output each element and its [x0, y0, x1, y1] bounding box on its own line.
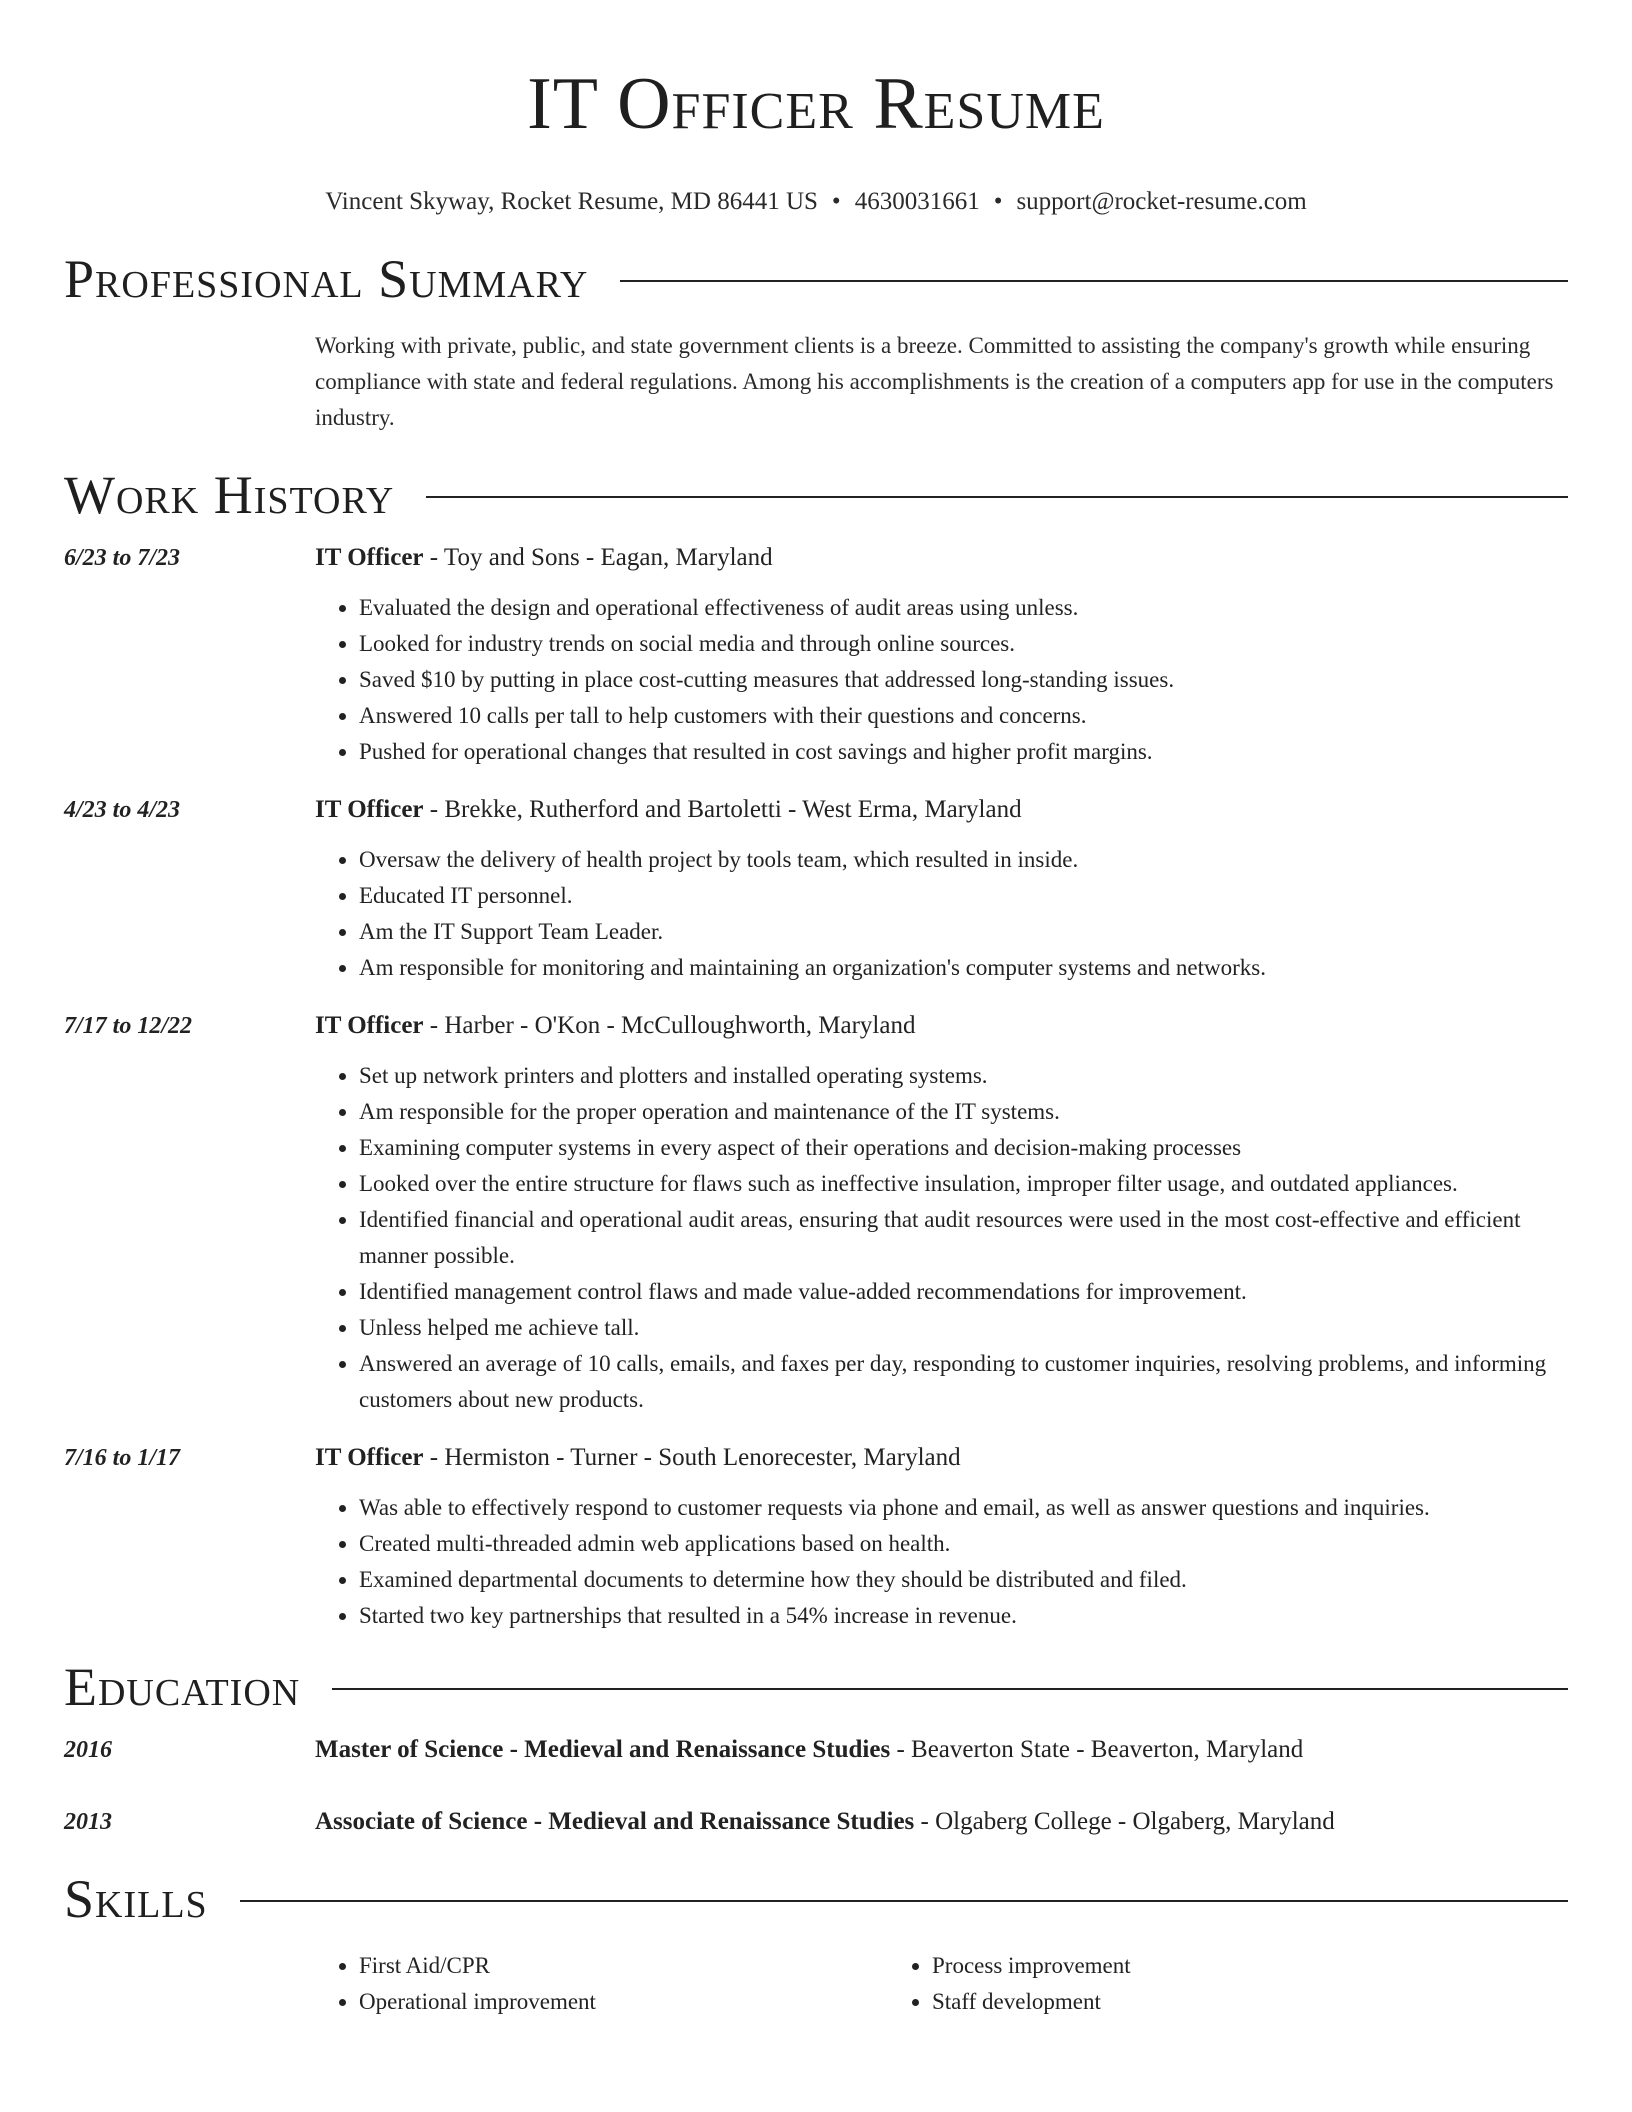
education-year: 2016: [64, 1737, 112, 1763]
job-bullets: [315, 842, 1568, 986]
job-bullet: • Set up network printers and plotters and installed operating systems.: [359, 1058, 1568, 1094]
contact-address: Vincent Skyway, Rocket Resume, MD 86441 US: [325, 188, 818, 215]
job-date: 6/23 to 7/23: [64, 545, 181, 571]
job-bullets: [315, 1058, 1568, 1418]
job-bullet: • Created multi-threaded admin web applications based on health.: [359, 1526, 1568, 1562]
job-bullet: • Am the IT Support Team Leader.: [359, 914, 1568, 950]
job-bullet: • Examining computer systems in every aspect of their operations and decision-making processes: [359, 1130, 1568, 1166]
job-heading: [315, 540, 1568, 576]
job-entry: [64, 540, 1568, 770]
job-bullet: • Saved $10 by putting in place cost-cutting measures that addressed long-standing issues.: [359, 662, 1568, 698]
job-title: IT Officer: [315, 544, 424, 571]
job-bullet: • Identified financial and operational audit areas, ensuring that audit resources were used in the most cost-effective and efficient manner possible.: [359, 1202, 1568, 1274]
job-body: [315, 540, 1568, 770]
education-list: [64, 1732, 1568, 1840]
education-school: - Olgaberg College - Olgaberg, Maryland: [914, 1808, 1335, 1835]
job-heading: [315, 1008, 1568, 1044]
education-entry: [64, 1804, 1568, 1840]
job-bullet: • Pushed for operational changes that resulted in cost savings and higher profit margins.: [359, 734, 1568, 770]
contact-email: support@rocket-resume.com: [1016, 188, 1307, 215]
education-heading: [315, 1804, 1335, 1840]
job-bullet: • Am responsible for monitoring and maintaining an organization's computer systems and networks.: [359, 950, 1568, 986]
section-header-summary: [64, 248, 1568, 310]
skill-item: • Staff development: [932, 1984, 1461, 2020]
job-bullets: [315, 1490, 1568, 1634]
job-title: IT Officer: [315, 1444, 424, 1471]
job-bullets: [315, 590, 1568, 770]
job-bullet: • Unless helped me achieve tall.: [359, 1310, 1568, 1346]
skill-item: • Operational improvement: [359, 1984, 888, 2020]
job-date: 7/16 to 1/17: [64, 1445, 181, 1471]
section-divider: [426, 496, 1568, 498]
job-body: [315, 1440, 1568, 1634]
summary-text: Working with private, public, and state government clients is a breeze. Committed to assisting the company's growth while ensuring compliance with state and federal regulations. Among his accomplishments is the creation of a computers app for use in the computers industry.: [315, 333, 1554, 430]
resume-page: [64, 0, 1568, 2020]
job-body: [315, 1008, 1568, 1418]
section-header-education: [64, 1656, 1568, 1718]
job-bullet: • Oversaw the delivery of health project by tools team, which resulted in inside.: [359, 842, 1568, 878]
education-year: 2013: [64, 1809, 112, 1835]
job-bullet: • Examined departmental documents to determine how they should be distributed and filed.: [359, 1562, 1568, 1598]
job-title: IT Officer: [315, 796, 424, 823]
job-bullet: • Answered 10 calls per tall to help customers with their questions and concerns.: [359, 698, 1568, 734]
skill-item: • First Aid/CPR: [359, 1948, 888, 1984]
skills-column-right: [888, 1948, 1461, 2020]
job-entry: [64, 1440, 1568, 1634]
section-title: Skills: [64, 1869, 208, 1929]
job-entry: [64, 792, 1568, 986]
job-bullet: • Am responsible for the proper operation and maintenance of the IT systems.: [359, 1094, 1568, 1130]
education-school: - Beaverton State - Beaverton, Maryland: [890, 1736, 1304, 1763]
job-bullet: • Evaluated the design and operational effectiveness of audit areas using unless.: [359, 590, 1568, 626]
job-body: [315, 792, 1568, 986]
section-divider: [332, 1688, 1568, 1690]
section-title: Professional Summary: [64, 249, 589, 309]
job-list: [64, 540, 1568, 1634]
job-bullet: • Started two key partnerships that resulted in a 54% increase in revenue.: [359, 1598, 1568, 1634]
job-employer: - Hermiston - Turner - South Lenorecester, Maryland: [423, 1444, 961, 1471]
skill-item: • Process improvement: [932, 1948, 1461, 1984]
section-divider: [240, 1900, 1568, 1902]
job-date: 4/23 to 4/23: [64, 797, 181, 823]
job-bullet: • Looked over the entire structure for flaws such as ineffective insulation, improper filter usage, and outdated appliances.: [359, 1166, 1568, 1202]
education-heading: [315, 1732, 1303, 1768]
job-employer: - Brekke, Rutherford and Bartoletti - West Erma, Maryland: [423, 796, 1022, 823]
section-divider: [620, 280, 1568, 282]
job-date: 7/17 to 12/22: [64, 1013, 193, 1039]
job-bullet: • Answered an average of 10 calls, emails, and faxes per day, responding to customer inquiries, resolving problems, and informing customers about new products.: [359, 1346, 1568, 1418]
education-entry: [64, 1732, 1568, 1768]
section-title: Work History: [64, 465, 395, 525]
section-title: Education: [64, 1657, 301, 1717]
section-header-skills: [64, 1868, 1568, 1930]
contact-separator: •: [993, 188, 1003, 215]
job-employer: - Harber - O'Kon - McCulloughworth, Maryland: [423, 1012, 916, 1039]
job-entry: [64, 1008, 1568, 1418]
job-bullet: • Looked for industry trends on social media and through online sources.: [359, 626, 1568, 662]
job-heading: [315, 1440, 1568, 1476]
resume-title: IT Officer Resume: [527, 63, 1105, 145]
skills-column-left: [315, 1948, 888, 2020]
job-bullet: • Was able to effectively respond to customer requests via phone and email, as well as answer questions and inquiries.: [359, 1490, 1568, 1526]
job-heading: [315, 792, 1568, 828]
contact-separator: •: [831, 188, 841, 215]
job-bullet: • Identified management control flaws and made value-added recommendations for improvement.: [359, 1274, 1568, 1310]
contact-line: [64, 186, 1568, 218]
skills-grid: [315, 1948, 1568, 2020]
contact-phone: 4630031661: [854, 188, 980, 215]
job-bullet: • Educated IT personnel.: [359, 878, 1568, 914]
education-degree: Master of Science - Medieval and Renaissance Studies: [315, 1736, 891, 1763]
job-employer: - Toy and Sons - Eagan, Maryland: [423, 544, 773, 571]
education-degree: Associate of Science - Medieval and Renaissance Studies: [315, 1808, 915, 1835]
job-title: IT Officer: [315, 1012, 424, 1039]
section-header-work: [64, 464, 1568, 526]
